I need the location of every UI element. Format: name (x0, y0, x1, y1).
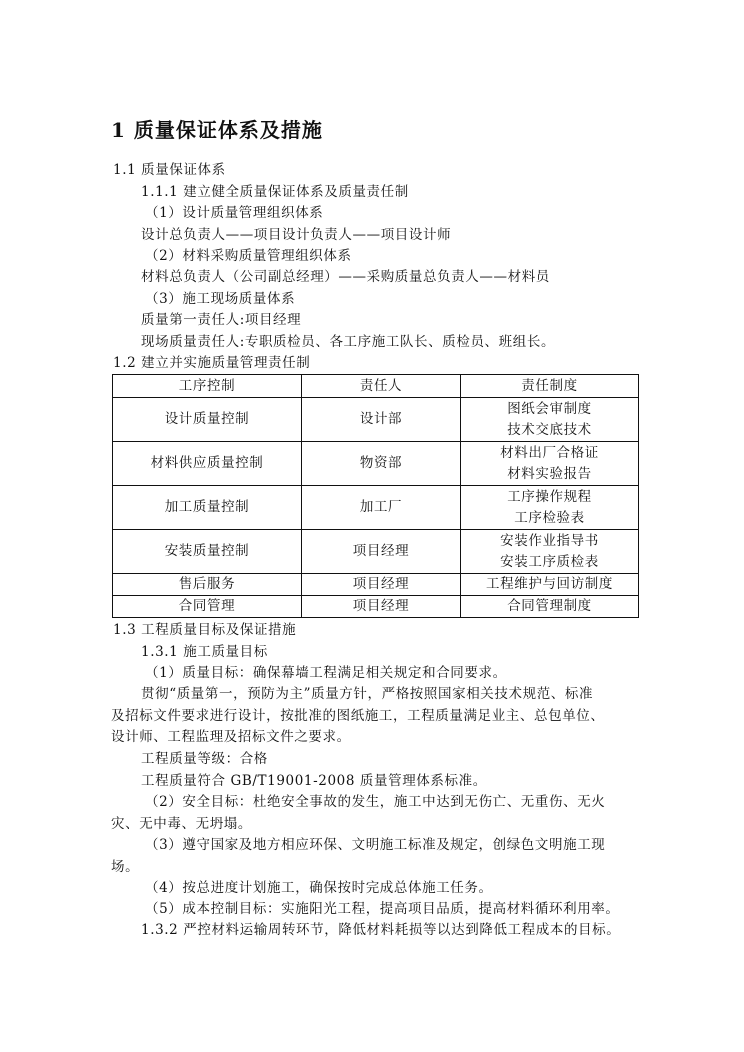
table-row (113, 574, 639, 596)
table-row (113, 398, 639, 442)
owner-cell: 项目经理 (302, 530, 461, 574)
rule-text: 合同管理制度 (507, 598, 592, 614)
rules-cell (461, 398, 639, 442)
text-line: （1）设计质量管理组织体系 (145, 205, 324, 221)
rule-text: 材料出厂合格证 (500, 444, 599, 461)
column-header: 责任制度 (461, 375, 639, 398)
table-header-row (113, 375, 639, 398)
text-line: （1）质量目标：确保幕墙工程满足相关规定和合同要求。 (145, 665, 507, 681)
text-line: 1.3.1 施工质量目标 (141, 644, 268, 660)
text-line: 场。 (111, 859, 140, 875)
rules-cell (461, 530, 639, 574)
table-row (113, 530, 639, 574)
rule-text: 安装作业指导书 (500, 532, 599, 549)
rule-text: 安装工序质检表 (500, 553, 599, 570)
process-cell: 材料供应质量控制 (113, 442, 302, 486)
text-line: 1.1 质量保证体系 (113, 162, 226, 178)
text-line: 质量第一责任人:项目经理 (141, 312, 302, 328)
text-line: 1.2 建立并实施质量管理责任制 (113, 355, 311, 371)
text-line: 灾、无中毒、无坍塌。 (111, 816, 252, 832)
rule-text: 工序操作规程 (507, 488, 592, 505)
text-line: 1.1.1 建立健全质量保证体系及质量责任制 (141, 184, 409, 200)
owner-cell: 项目经理 (302, 596, 461, 618)
text-line: （5）成本控制目标：实施阳光工程，提高项目品质，提高材料循环利用率。 (145, 901, 620, 917)
text-line: 1.3.2 严控材料运输周转环节，降低材料耗损等以达到降低工程成本的目标。 (141, 922, 621, 938)
rule-text: 材料实验报告 (507, 465, 592, 482)
process-cell: 加工质量控制 (113, 486, 302, 530)
text-line: （3）施工现场质量体系 (145, 291, 296, 307)
text-line: 材料总负责人（公司副总经理）——采购质量总负责人——材料员 (141, 269, 550, 285)
text-line: 工程质量符合 GB/T19001-2008 质量管理体系标准。 (141, 773, 487, 789)
rules-cell (461, 442, 639, 486)
text-line: 1.3 工程质量目标及保证措施 (113, 622, 297, 638)
text-line: （2）安全目标：杜绝安全事故的发生，施工中达到无伤亡、无重伤、无火 (145, 794, 606, 810)
responsibility-table (112, 374, 639, 618)
text-line: 工程质量等级：合格 (141, 751, 268, 767)
text-line: 设计总负责人——项目设计负责人——项目设计师 (141, 227, 452, 243)
text-line: （2）材料采购质量管理组织体系 (145, 248, 352, 264)
rule-text: 工序检验表 (514, 509, 585, 526)
rule-text: 技术交底技术 (507, 421, 592, 438)
owner-cell: 物资部 (302, 442, 461, 486)
owner-cell: 设计部 (302, 398, 461, 442)
process-cell: 设计质量控制 (113, 398, 302, 442)
rules-cell (461, 486, 639, 530)
table-row (113, 486, 639, 530)
column-header: 责任人 (302, 375, 461, 398)
column-header: 工序控制 (113, 375, 302, 398)
rule-text: 工程维护与回访制度 (486, 576, 613, 592)
section-title: 1 质量保证体系及措施 (111, 118, 323, 142)
process-cell: 售后服务 (113, 574, 302, 596)
process-cell: 安装质量控制 (113, 530, 302, 574)
table-row (113, 596, 639, 618)
table-row (113, 442, 639, 486)
rules-cell (461, 574, 639, 596)
rule-text: 图纸会审制度 (507, 400, 592, 417)
text-line: （3）遵守国家及地方相应环保、文明施工标准及规定，创绿色文明施工现 (145, 837, 606, 853)
process-cell: 合同管理 (113, 596, 302, 618)
text-line: 贯彻“质量第一，预防为主”质量方针，严格按照国家相关技术规范、标准 (141, 686, 594, 702)
owner-cell: 项目经理 (302, 574, 461, 596)
text-line: 现场质量责任人:专职质检员、各工序施工队长、质检员、班组长。 (141, 334, 556, 350)
text-line: 设计师、工程监理及招标文件之要求。 (111, 729, 351, 745)
text-line: （4）按总进度计划施工，确保按时完成总体施工任务。 (145, 880, 493, 896)
rules-cell (461, 596, 639, 618)
owner-cell: 加工厂 (302, 486, 461, 530)
text-line: 及招标文件要求进行设计，按批准的图纸施工，工程质量满足业主、总包单位、 (111, 708, 605, 724)
